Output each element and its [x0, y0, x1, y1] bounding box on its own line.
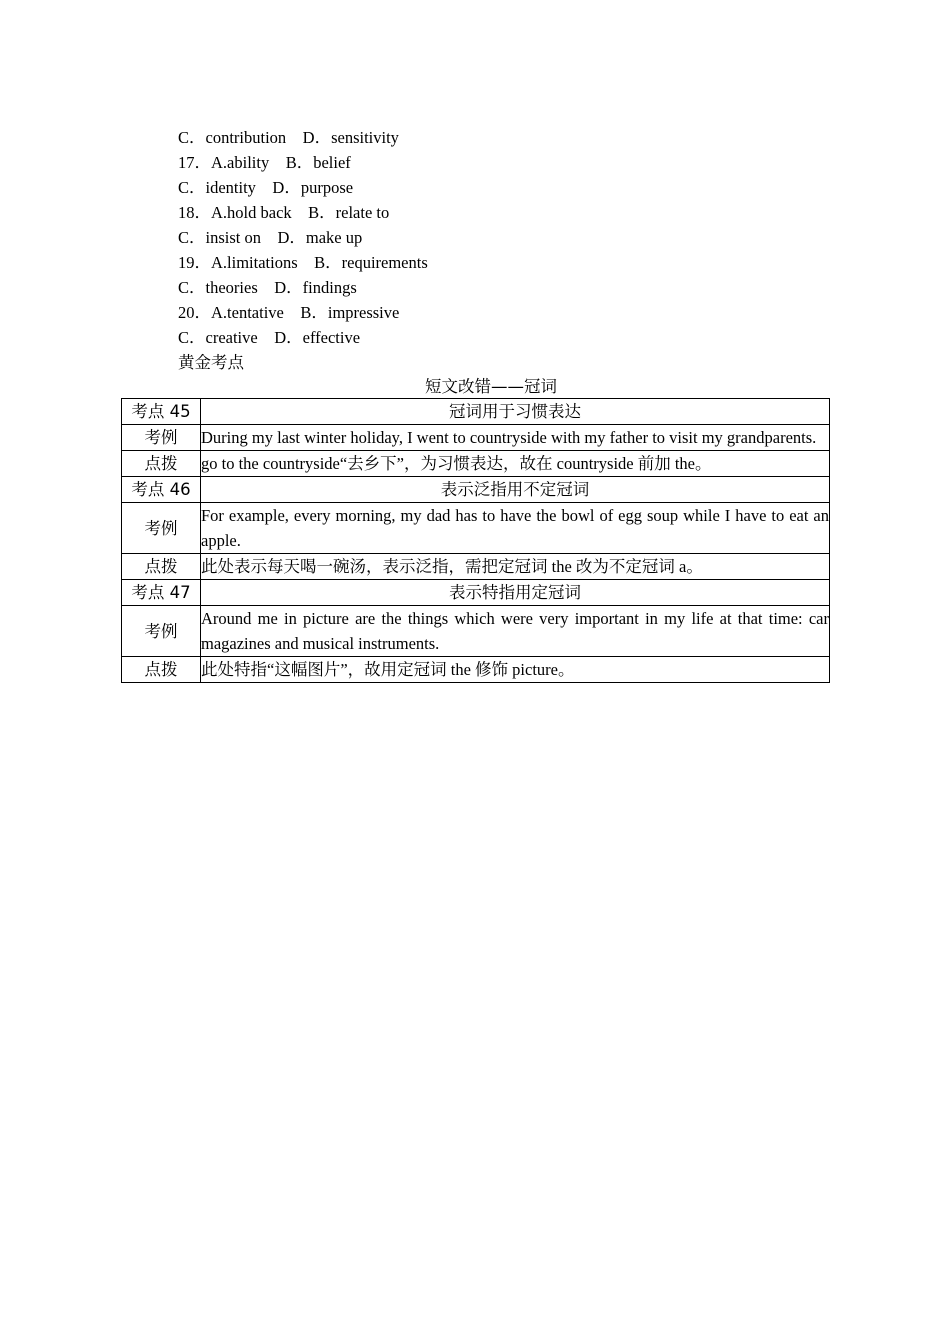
point-label: 考点 47 — [122, 580, 201, 606]
point-title: 表示泛指用不定冠词 — [201, 477, 830, 503]
option-line: C．theories D．findings — [178, 278, 357, 297]
tip-row — [122, 657, 830, 683]
example-label: 考例 — [122, 503, 201, 554]
point-header-row — [122, 580, 830, 606]
example-row — [122, 606, 830, 657]
example-text: Around me in picture are the things which were very important in my life at that time: car magazines and musical instruments. — [201, 606, 830, 657]
option-line: 18．A.hold back B．relate to — [178, 203, 390, 222]
option-line: C．contribution D．sensitivity — [178, 128, 399, 147]
point-title: 冠词用于习惯表达 — [201, 399, 830, 425]
tip-row — [122, 554, 830, 580]
example-label: 考例 — [122, 425, 201, 451]
key-points-table — [121, 398, 830, 683]
tip-text: 此处表示每天喝一碗汤，表示泛指，需把定冠词 the 改为不定冠词 a。 — [201, 554, 830, 580]
option-line: 17．A.ability B．belief — [178, 153, 351, 172]
tip-label: 点拨 — [122, 657, 201, 683]
point-label: 考点 45 — [122, 399, 201, 425]
option-line: C．creative D．effective — [178, 328, 361, 347]
tip-text: go to the countryside“去乡下”，为习惯表达，故在 countryside 前加 the。 — [201, 451, 830, 477]
tip-label: 点拨 — [122, 554, 201, 580]
option-line: 19．A.limitations B．requirements — [178, 253, 428, 272]
tip-text: 此处特指“这幅图片”，故用定冠词 the 修饰 picture。 — [201, 657, 830, 683]
point-title: 表示特指用定冠词 — [201, 580, 830, 606]
example-text: During my last winter holiday, I went to countryside with my father to visit my grandparents. — [201, 425, 830, 451]
tip-label: 点拨 — [122, 451, 201, 477]
point-label: 考点 46 — [122, 477, 201, 503]
example-row — [122, 503, 830, 554]
article-title: 短文改错——冠词 — [425, 377, 557, 396]
tip-row — [122, 451, 830, 477]
section-heading: 黄金考点 — [178, 353, 244, 372]
point-header-row — [122, 399, 830, 425]
point-header-row — [122, 477, 830, 503]
example-label: 考例 — [122, 606, 201, 657]
answer-options-list — [178, 125, 428, 375]
example-row — [122, 425, 830, 451]
option-line: C．insist on D．make up — [178, 228, 363, 247]
example-text: For example, every morning, my dad has to have the bowl of egg soup while I have to eat an apple. — [201, 503, 830, 554]
option-line: 20．A.tentative B．impressive — [178, 303, 400, 322]
option-line: C．identity D．purpose — [178, 178, 354, 197]
